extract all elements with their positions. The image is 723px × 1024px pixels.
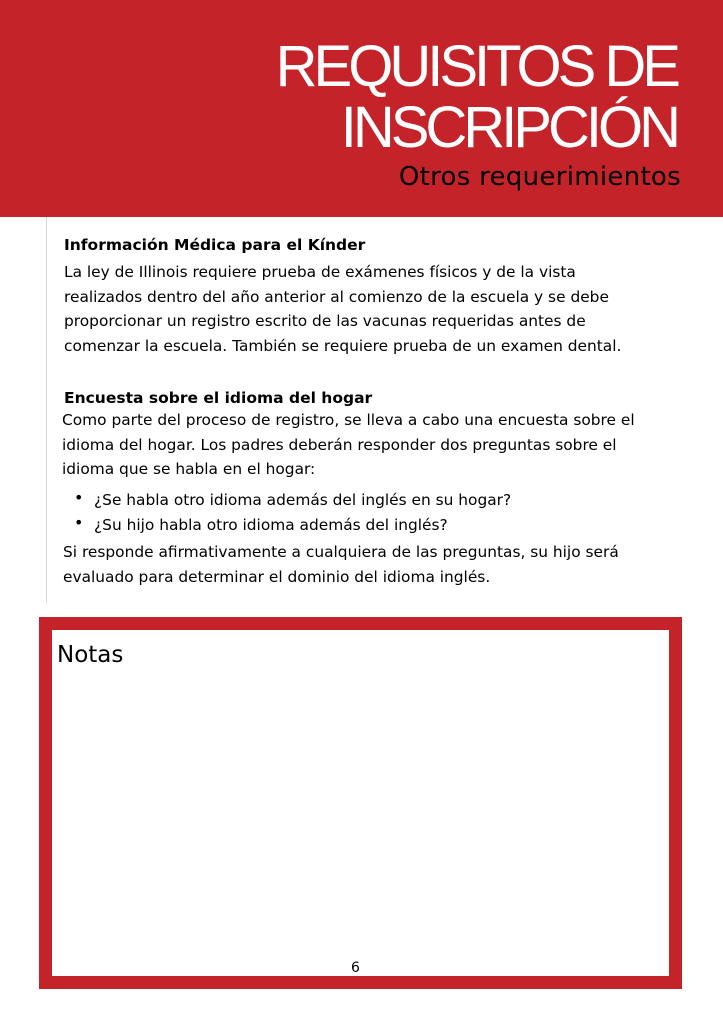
language-intro-paragraph <box>62 408 635 482</box>
bullet-icon: • <box>74 513 84 532</box>
language-outro-line: Si responde afirmativamente a cualquiera de las preguntas, su hijo será <box>63 543 619 561</box>
medical-paragraph <box>64 260 621 358</box>
medical-line: realizados dentro del año anterior al comienzo de la escuela y se debe <box>64 287 609 306</box>
notes-box[interactable] <box>39 617 682 989</box>
list-item-text: ¿Se habla otro idioma además del inglés en su hogar? <box>94 491 512 509</box>
language-outro-line: evaluado para determinar el dominio del idioma inglés. <box>63 567 491 586</box>
medical-line: proporcionar un registro escrito de las vacunas requeridas antes de <box>64 312 586 331</box>
medical-section-heading: Información Médica para el Kínder <box>64 236 366 254</box>
left-divider-rule <box>46 217 47 603</box>
page-title-line-2: INSCRIPCIÓN <box>340 95 677 160</box>
language-intro-line: Como parte del proceso de registro, se lleva a cabo una encuesta sobre el <box>62 411 635 429</box>
language-section-heading: Encuesta sobre el idioma del hogar <box>64 389 373 407</box>
page-number: 6 <box>351 960 360 976</box>
medical-line: comenzar la escuela. También se requiere prueba de un examen dental. <box>64 336 622 355</box>
bullet-icon: • <box>74 488 84 507</box>
medical-line: La ley de Illinois requiere prueba de exámenes físicos y de la vista <box>64 263 576 281</box>
list-item-text: ¿Su hijo habla otro idioma además del inglés? <box>94 516 448 534</box>
language-intro-line: idioma que se habla en el hogar: <box>62 460 316 479</box>
header-banner <box>0 0 723 217</box>
page-subtitle: Otros requerimientos <box>398 162 681 192</box>
language-outro-paragraph <box>63 540 619 589</box>
notes-label: Notas <box>57 642 124 668</box>
language-intro-line: idioma del hogar. Los padres deberán responder dos preguntas sobre el <box>62 435 617 454</box>
page-title-line-1: REQUISITOS DE <box>275 34 677 99</box>
